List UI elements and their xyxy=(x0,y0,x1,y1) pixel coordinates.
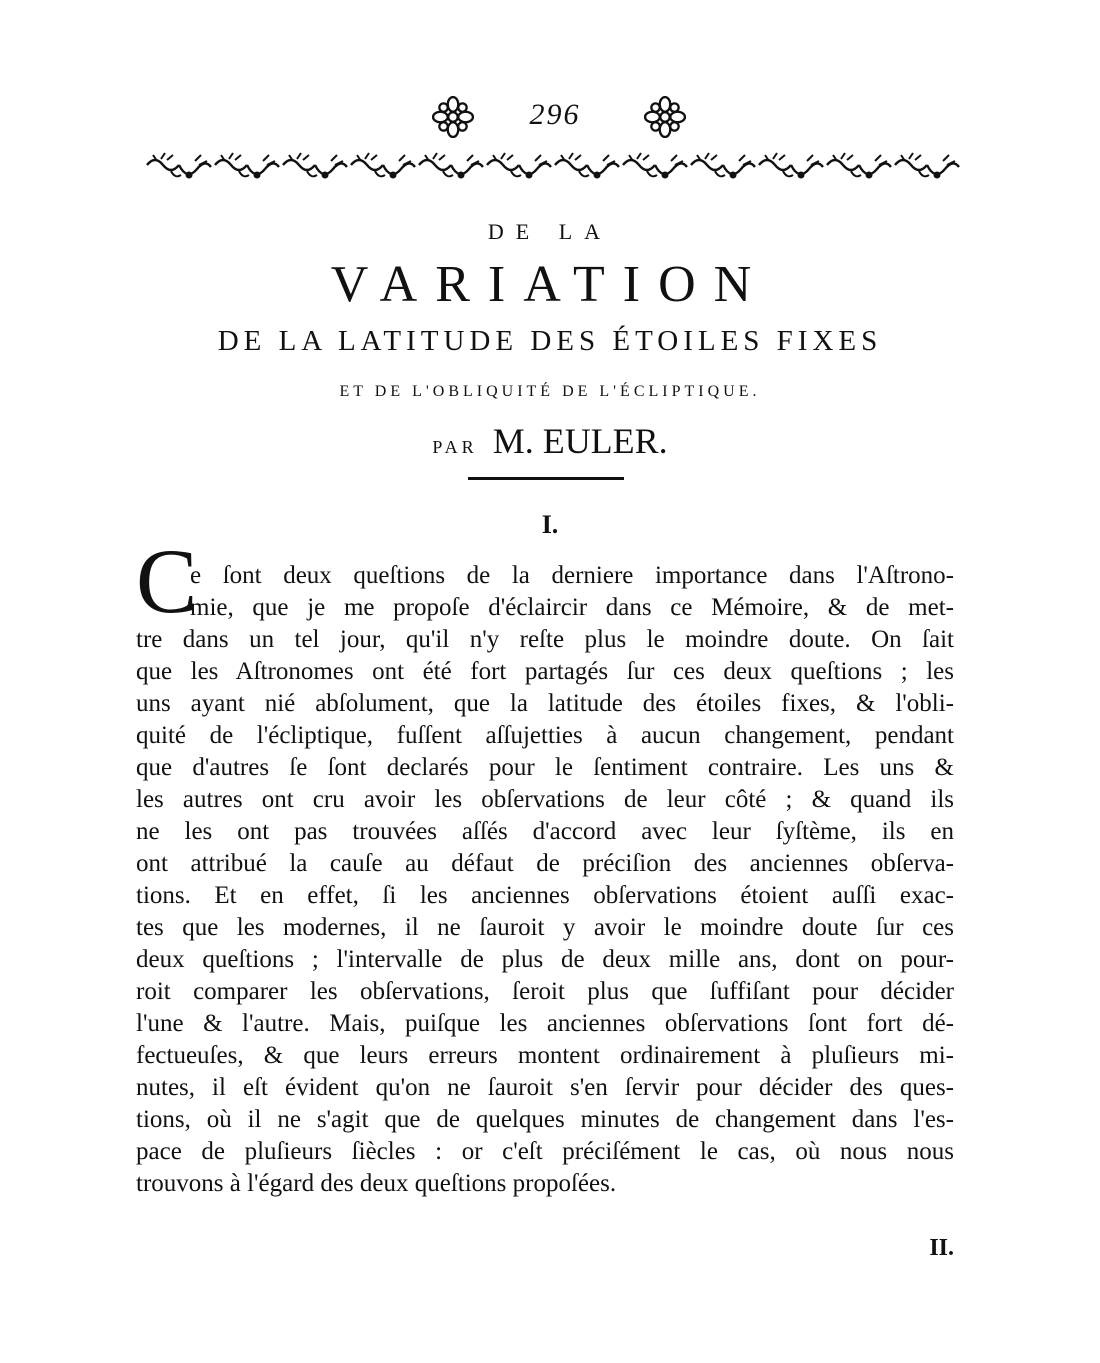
text-line: roit comparer les obſervations, ſeroit plus que ſuffiſant pour décider xyxy=(136,978,954,1005)
text-line: trouvons à l'égard des deux queſtions propoſées. xyxy=(136,1170,617,1197)
subtitle-secondary: ET DE L'OBLIQUITÉ DE L'ÉCLIPTIQUE. xyxy=(339,383,761,400)
drop-cap: C xyxy=(136,530,198,632)
text-line: deux queſtions ; l'intervalle de plus de deux mille ans, dont on pour- xyxy=(136,946,954,973)
text-line: fectueuſes, & que leurs erreurs montent ordinairement à pluſieurs mi- xyxy=(136,1042,954,1069)
text-line: tes que les modernes, il ne ſauroit y avoir le moindre doute ſur ces xyxy=(136,914,954,941)
text-line: que d'autres ſe ſont declarés pour le ſentiment contraire. Les uns & xyxy=(136,754,954,781)
text-line: tre dans un tel jour, qu'il n'y reſte plus le moindre doute. On ſait xyxy=(136,626,954,653)
author-line xyxy=(0,420,1100,462)
text-line: mie, que je me propoſe d'éclaircir dans ce Mémoire, & de met- xyxy=(190,594,954,621)
page-title: VARIATION xyxy=(330,256,770,313)
text-line: ont attribué la cauſe au défaut de préciſion des anciennes obſerva- xyxy=(136,850,954,877)
page-header xyxy=(0,96,1100,146)
catchword: II. xyxy=(929,1235,954,1261)
subtitle: DE LA LATITUDE DES ÉTOILES FIXES xyxy=(217,325,883,357)
section-number: I. xyxy=(541,510,559,539)
decorative-border-icon xyxy=(145,151,960,187)
rosette-icon xyxy=(432,96,474,138)
title-prefix: DE LA xyxy=(487,219,613,244)
text-line: tions, où il ne s'agit que de quelques minutes de changement dans l'es- xyxy=(136,1106,954,1133)
page-number: 296 xyxy=(529,98,581,131)
text-line: uns ayant nié abſolument, que la latitude des étoiles fixes, & l'obli- xyxy=(136,690,954,717)
title-rule xyxy=(468,477,624,480)
text-line: l'une & l'autre. Mais, puiſque les anciennes obſervations ſont fort dé- xyxy=(136,1010,954,1037)
text-line: nutes, il eſt évident qu'on ne ſauroit s'en ſervir pour décider des ques- xyxy=(136,1074,954,1101)
rosette-icon xyxy=(644,96,686,138)
author-prefix: PAR xyxy=(432,437,478,457)
text-line: que les Aſtronomes ont été fort partagés ſur ces deux queſtions ; les xyxy=(136,658,954,685)
text-line: les autres ont cru avoir les obſervations de leur côté ; & quand ils xyxy=(136,786,954,813)
text-line: tions. Et en effet, ſi les anciennes obſervations étoient auſſi exac- xyxy=(136,882,954,909)
author-name: M. EULER. xyxy=(492,421,668,461)
text-line: e ſont deux queſtions de la derniere importance dans l'Aſtrono- xyxy=(190,562,954,589)
text-line: quité de l'écliptique, fuſſent aſſujetties à aucun changement, pendant xyxy=(136,722,954,749)
text-line: pace de pluſieurs ſiècles : or c'eſt préciſément le cas, où nous nous xyxy=(136,1138,954,1165)
text-line: ne les ont pas trouvées aſſés d'accord avec leur ſyſtème, ils en xyxy=(136,818,954,845)
